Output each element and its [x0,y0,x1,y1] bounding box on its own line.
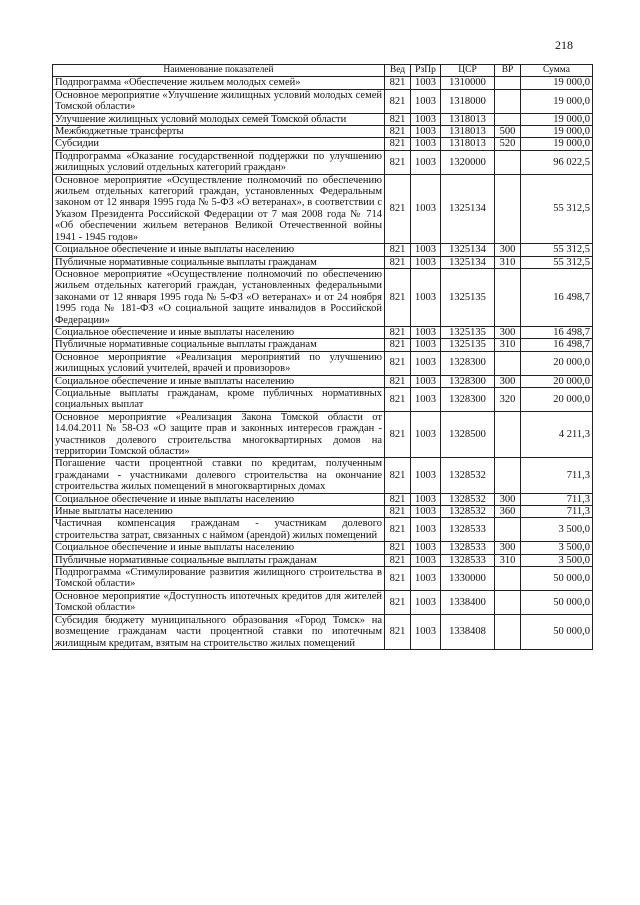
row-vr: 500 [495,126,521,138]
table-row [53,268,593,326]
row-sum: 55 312,5 [521,256,593,268]
row-ved: 821 [385,150,411,174]
row-vr [495,89,521,113]
table-row [53,77,593,89]
row-vr [495,351,521,375]
row-sum: 19 000,0 [521,126,593,138]
row-csr: 1328500 [441,411,495,458]
row-sum: 3 500,0 [521,518,593,542]
row-vr [495,268,521,326]
row-name: Социальное обеспечение и иные выплаты населению [53,493,385,505]
row-csr: 1338400 [441,590,495,614]
row-name: Социальное обеспечение и иные выплаты населению [53,326,385,338]
row-rzpr: 1003 [411,326,441,338]
header-csr: ЦСР [441,65,495,77]
row-vr: 300 [495,375,521,387]
row-rzpr: 1003 [411,567,441,591]
row-sum: 50 000,0 [521,590,593,614]
row-csr: 1328300 [441,387,495,411]
row-ved: 821 [385,518,411,542]
row-ved: 821 [385,89,411,113]
row-name: Социальное обеспечение и иные выплаты населению [53,375,385,387]
row-vr: 310 [495,256,521,268]
table-row [53,567,593,591]
row-vr: 360 [495,506,521,518]
row-name: Субсидии [53,138,385,150]
row-vr [495,174,521,243]
row-csr: 1320000 [441,150,495,174]
row-vr [495,567,521,591]
row-ved: 821 [385,77,411,89]
row-name: Основное мероприятие «Осуществление полномочий по обеспечению жильем отдельных категорий граждан, установленных Федеральным законом от 12 января 1995 года № 5-ФЗ «О ветеранах», в соответствии с Указом Президента Российской Федерации от 7 мая 2008 года № 714 «Об обеспечении жильем ветеранов Великой Отечественной войны 1941 - 1945 годов» [53,174,385,243]
table-row [53,113,593,125]
budget-table [52,64,593,650]
page-number: 218 [555,38,573,52]
table-row [53,150,593,174]
row-csr: 1328533 [441,542,495,554]
row-ved: 821 [385,138,411,150]
row-sum: 711,3 [521,506,593,518]
row-vr [495,590,521,614]
row-sum: 19 000,0 [521,89,593,113]
row-name: Межбюджетные трансферты [53,126,385,138]
table-row [53,256,593,268]
row-ved: 821 [385,339,411,351]
row-name: Частичная компенсация гражданам - участникам долевого строительства затрат, связанных с наймом (арендой) жилых помещений [53,518,385,542]
row-ved: 821 [385,458,411,493]
row-sum: 711,3 [521,458,593,493]
row-rzpr: 1003 [411,351,441,375]
row-csr: 1325134 [441,244,495,256]
row-ved: 821 [385,542,411,554]
row-csr: 1318000 [441,89,495,113]
row-sum: 16 498,7 [521,326,593,338]
row-rzpr: 1003 [411,518,441,542]
row-rzpr: 1003 [411,542,441,554]
row-sum: 50 000,0 [521,567,593,591]
row-csr: 1318013 [441,113,495,125]
row-name: Улучшение жилищных условий молодых семей Томской области [53,113,385,125]
row-rzpr: 1003 [411,77,441,89]
table-row [53,375,593,387]
row-rzpr: 1003 [411,411,441,458]
row-rzpr: 1003 [411,268,441,326]
row-csr: 1338408 [441,614,495,649]
row-csr: 1330000 [441,567,495,591]
row-rzpr: 1003 [411,458,441,493]
row-name: Иные выплаты населению [53,506,385,518]
table-body [53,77,593,650]
row-ved: 821 [385,326,411,338]
table-row [53,351,593,375]
row-csr: 1328300 [441,351,495,375]
row-name: Подпрограмма «Стимулирование развития жилищного строительства в Томской области» [53,567,385,591]
row-sum: 4 211,3 [521,411,593,458]
row-sum: 3 500,0 [521,554,593,566]
table-row [53,387,593,411]
row-name: Социальное обеспечение и иные выплаты населению [53,244,385,256]
row-ved: 821 [385,113,411,125]
table-row [53,614,593,649]
row-name: Публичные нормативные социальные выплаты гражданам [53,256,385,268]
header-vr: ВР [495,65,521,77]
row-ved: 821 [385,411,411,458]
row-name: Основное мероприятие «Осуществление полномочий по обеспечению жильем отдельных категорий граждан, установленных федеральными законами от 12 января 1995 года № 5-ФЗ «О ветеранах» и от 24 ноября 1995 года № 181-ФЗ «О социальной защите инвалидов в Российской Федерации» [53,268,385,326]
row-rzpr: 1003 [411,174,441,243]
row-sum: 16 498,7 [521,339,593,351]
header-name: Наименование показателей [53,65,385,77]
row-name: Основное мероприятие «Реализация мероприятий по улучшению жилищных условий учителей, врачей и провизоров» [53,351,385,375]
row-vr [495,458,521,493]
row-ved: 821 [385,268,411,326]
row-sum: 50 000,0 [521,614,593,649]
row-sum: 96 022,5 [521,150,593,174]
table-row [53,542,593,554]
table-header-row [53,65,593,77]
row-sum: 711,3 [521,493,593,505]
row-csr: 1328532 [441,458,495,493]
row-name: Социальные выплаты гражданам, кроме публичных нормативных социальных выплат [53,387,385,411]
table-row [53,458,593,493]
row-csr: 1328533 [441,518,495,542]
row-csr: 1325135 [441,339,495,351]
table-row [53,590,593,614]
row-csr: 1328532 [441,506,495,518]
table-row [53,518,593,542]
row-vr [495,150,521,174]
row-vr [495,77,521,89]
table-row [53,493,593,505]
row-name: Публичные нормативные социальные выплаты гражданам [53,339,385,351]
row-csr: 1328300 [441,375,495,387]
row-vr: 300 [495,493,521,505]
row-ved: 821 [385,567,411,591]
row-vr: 520 [495,138,521,150]
row-name: Публичные нормативные социальные выплаты гражданам [53,554,385,566]
row-sum: 3 500,0 [521,542,593,554]
row-csr: 1325134 [441,174,495,243]
row-sum: 19 000,0 [521,77,593,89]
row-rzpr: 1003 [411,256,441,268]
row-ved: 821 [385,387,411,411]
row-vr: 300 [495,244,521,256]
row-rzpr: 1003 [411,126,441,138]
row-sum: 20 000,0 [521,387,593,411]
table-row [53,411,593,458]
row-name: Основное мероприятие «Доступность ипотечных кредитов для жителей Томской области» [53,590,385,614]
row-ved: 821 [385,174,411,243]
row-ved: 821 [385,506,411,518]
row-sum: 20 000,0 [521,351,593,375]
row-csr: 1325135 [441,268,495,326]
row-sum: 55 312,5 [521,174,593,243]
row-ved: 821 [385,493,411,505]
table-row [53,506,593,518]
row-vr: 300 [495,542,521,554]
row-name: Подпрограмма «Оказание государственной поддержки по улучшению жилищных условий отдельных категорий граждан» [53,150,385,174]
row-rzpr: 1003 [411,387,441,411]
row-vr [495,411,521,458]
row-rzpr: 1003 [411,493,441,505]
row-rzpr: 1003 [411,89,441,113]
row-ved: 821 [385,256,411,268]
row-vr: 310 [495,339,521,351]
row-ved: 821 [385,244,411,256]
row-ved: 821 [385,126,411,138]
row-vr [495,614,521,649]
row-rzpr: 1003 [411,590,441,614]
row-rzpr: 1003 [411,339,441,351]
header-ved: Вед [385,65,411,77]
row-sum: 55 312,5 [521,244,593,256]
row-ved: 821 [385,590,411,614]
row-vr [495,518,521,542]
row-csr: 1325135 [441,326,495,338]
row-csr: 1310000 [441,77,495,89]
row-name: Основное мероприятие «Улучшение жилищных условий молодых семей Томской области» [53,89,385,113]
row-ved: 821 [385,554,411,566]
row-csr: 1325134 [441,256,495,268]
row-rzpr: 1003 [411,113,441,125]
row-rzpr: 1003 [411,375,441,387]
row-sum: 19 000,0 [521,138,593,150]
table-row [53,138,593,150]
row-rzpr: 1003 [411,506,441,518]
row-rzpr: 1003 [411,244,441,256]
row-sum: 16 498,7 [521,268,593,326]
table-row [53,339,593,351]
row-ved: 821 [385,614,411,649]
row-csr: 1318013 [441,126,495,138]
header-rzpr: РзПр [411,65,441,77]
row-name: Субсидия бюджету муниципального образования «Город Томск» на возмещение гражданам части процентной ставки по ипотечным жилищным кредитам, взятым на строительство жилых помещений [53,614,385,649]
row-name: Социальное обеспечение и иные выплаты населению [53,542,385,554]
table-row [53,89,593,113]
row-ved: 821 [385,351,411,375]
row-rzpr: 1003 [411,150,441,174]
row-vr: 320 [495,387,521,411]
table-row [53,126,593,138]
row-csr: 1328532 [441,493,495,505]
row-sum: 20 000,0 [521,375,593,387]
table-row [53,554,593,566]
row-csr: 1318013 [441,138,495,150]
table-row [53,174,593,243]
row-name: Основное мероприятие «Реализация Закона Томской области от 14.04.2011 № 58-ОЗ «О защите прав и законных интересов граждан - участников долевого строительства многоквартирных домов на территории Томской области» [53,411,385,458]
row-name: Подпрограмма «Обеспечение жильем молодых семей» [53,77,385,89]
row-rzpr: 1003 [411,554,441,566]
row-rzpr: 1003 [411,138,441,150]
table-row [53,326,593,338]
header-sum: Сумма [521,65,593,77]
row-name: Погашение части процентной ставки по кредитам, полученным гражданами - участниками долевого строительства на окончание строительства жилых помещений в многоквартирных домах [53,458,385,493]
row-vr: 300 [495,326,521,338]
row-vr [495,113,521,125]
row-rzpr: 1003 [411,614,441,649]
row-sum: 19 000,0 [521,113,593,125]
table-row [53,244,593,256]
row-ved: 821 [385,375,411,387]
row-csr: 1328533 [441,554,495,566]
row-vr: 310 [495,554,521,566]
